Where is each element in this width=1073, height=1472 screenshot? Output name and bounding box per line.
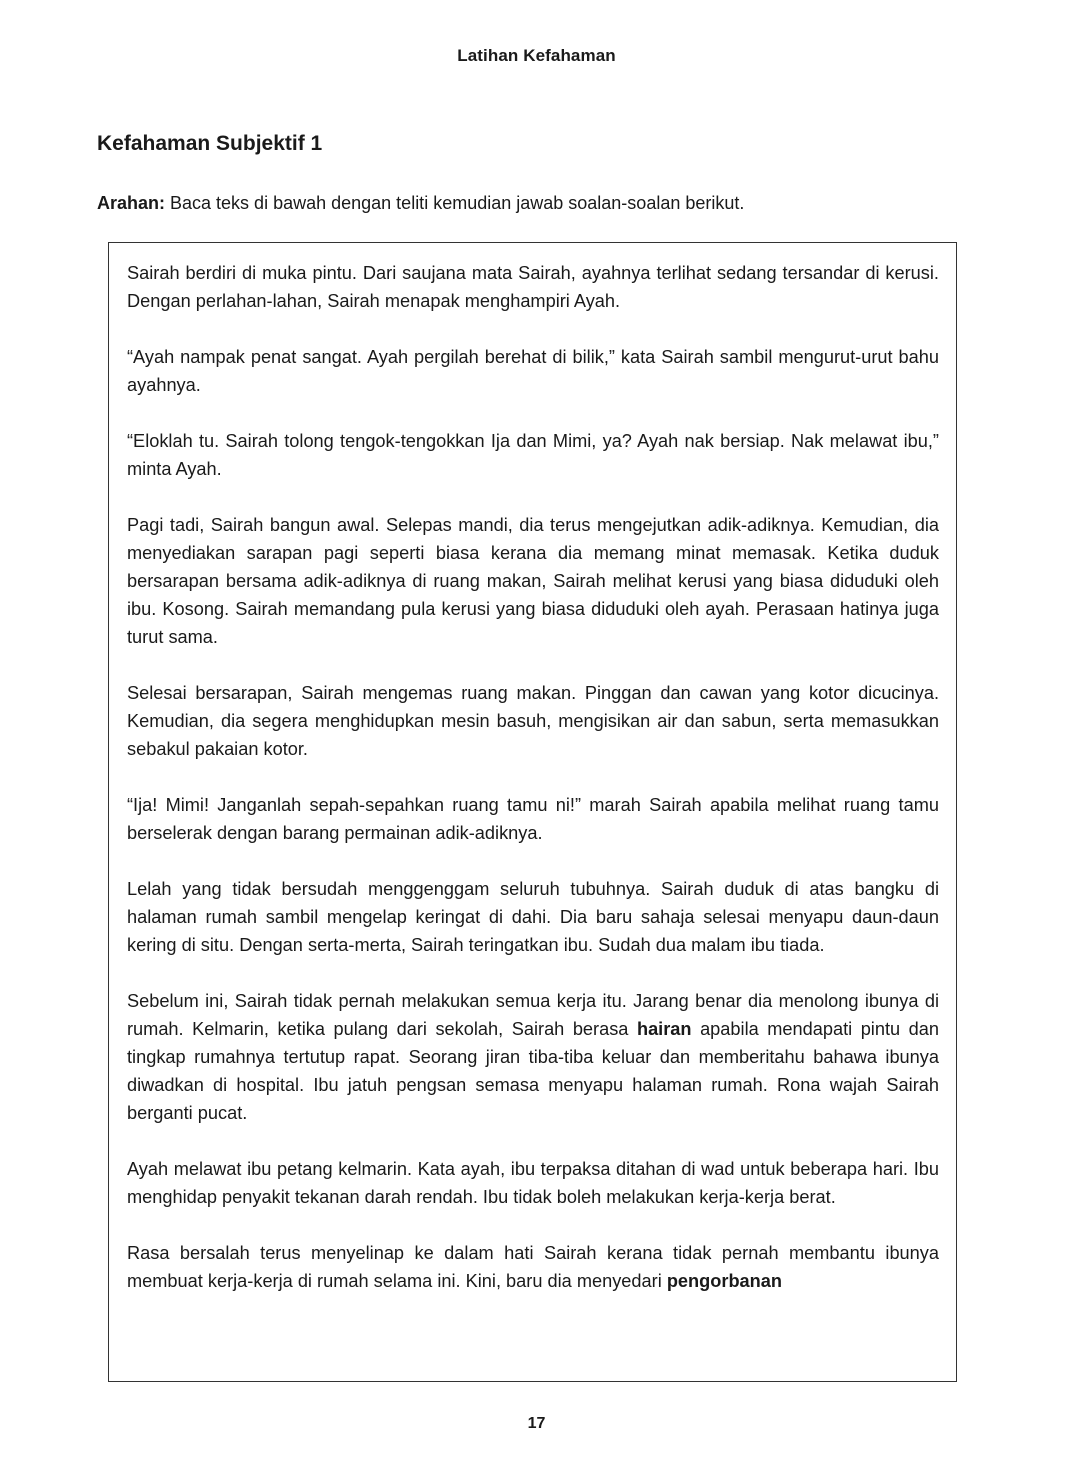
paragraph-8-text-end: apabila mendapati pintu dan tingkap rumahnya tertutup rapat. Seorang jiran tiba-tiba keluar dan memberitahu bahawa ibunya diwadkan di hospital. Ibu jatuh pengsan semasa menyapu halaman rumah. Rona wajah Sairah berganti pucat. [127, 1019, 939, 1123]
instruction [97, 190, 744, 216]
instruction-label: Arahan: [97, 193, 166, 213]
bold-word-pengorbanan: pengorbanan [666, 1271, 783, 1291]
bold-word-hairan: hairan [636, 1019, 692, 1039]
passage-paragraph-1: Sairah berdiri di muka pintu. Dari saujana mata Sairah, ayahnya terlihat sedang tersandar di kerusi. Dengan perlahan-lahan, Sairah menapak menghampiri Ayah. [127, 263, 939, 311]
passage-paragraph-2: “Ayah nampak penat sangat. Ayah pergilah berehat di bilik,” kata Sairah sambil mengurut-urut bahu ayahnya. [127, 347, 939, 395]
page-number: 17 [527, 1415, 546, 1432]
passage-paragraph-8 [127, 987, 939, 1127]
passage-paragraph-10 [127, 1239, 939, 1295]
passage-paragraph-4: Pagi tadi, Sairah bangun awal. Selepas mandi, dia terus mengejutkan adik-adiknya. Kemudian, dia menyediakan sarapan pagi seperti biasa kerana dia memang minat memasak. Ketika duduk bersarapan bersama adik-adiknya di ruang makan, Sairah melihat kerusi yang biasa diduduki oleh ibu. Kosong. Sairah memandang pula kerusi yang biasa diduduki oleh ayah. Perasaan hatinya juga turut sama. [127, 515, 939, 647]
running-header: Latihan Kefahaman [457, 46, 616, 65]
passage-paragraph-7: Lelah yang tidak bersudah menggenggam seluruh tubuhnya. Sairah duduk di atas bangku di halaman rumah sambil mengelap keringat di dahi. Dia baru sahaja selesai menyapu daun-daun kering di situ. Dengan serta-merta, Sairah teringatkan ibu. Sudah dua malam ibu tiada. [127, 879, 939, 955]
passage-paragraph-9: Ayah melawat ibu petang kelmarin. Kata ayah, ibu terpaksa ditahan di wad untuk beberapa hari. Ibu menghidap penyakit tekanan darah rendah. Ibu tidak boleh melakukan kerja-kerja berat. [127, 1159, 939, 1207]
passage-paragraph-3: “Eloklah tu. Sairah tolong tengok-tengokkan Ija dan Mimi, ya? Ayah nak bersiap. Nak melawat ibu,” minta Ayah. [127, 431, 939, 479]
passage-box [108, 242, 957, 1382]
paragraph-10-text-start: Rasa bersalah terus menyelinap ke dalam hati Sairah kerana tidak pernah membantu ibunya membuat kerja-kerja di rumah selama ini. Kini, baru dia menyedari [127, 1243, 939, 1291]
section-title: Kefahaman Subjektif 1 [97, 132, 323, 155]
paragraph-8-text-start: Sebelum ini, Sairah tidak pernah melakukan semua kerja itu. Jarang benar dia menolong ibunya di rumah. Kelmarin, ketika pulang dari sekolah, Sairah berasa [127, 991, 939, 1039]
instruction-text: Baca teks di bawah dengan teliti kemudian jawab soalan-soalan berikut. [165, 193, 745, 213]
passage-paragraph-5: Selesai bersarapan, Sairah mengemas ruang makan. Pinggan dan cawan yang kotor dicucinya. Kemudian, dia segera menghidupkan mesin basuh, mengisikan air dan sabun, serta memasukkan sebakul pakaian kotor. [127, 683, 939, 759]
passage-paragraph-6: “Ija! Mimi! Janganlah sepah-sepahkan ruang tamu ni!” marah Sairah apabila melihat ruang tamu berselerak dengan barang permainan adik-adiknya. [127, 795, 939, 843]
